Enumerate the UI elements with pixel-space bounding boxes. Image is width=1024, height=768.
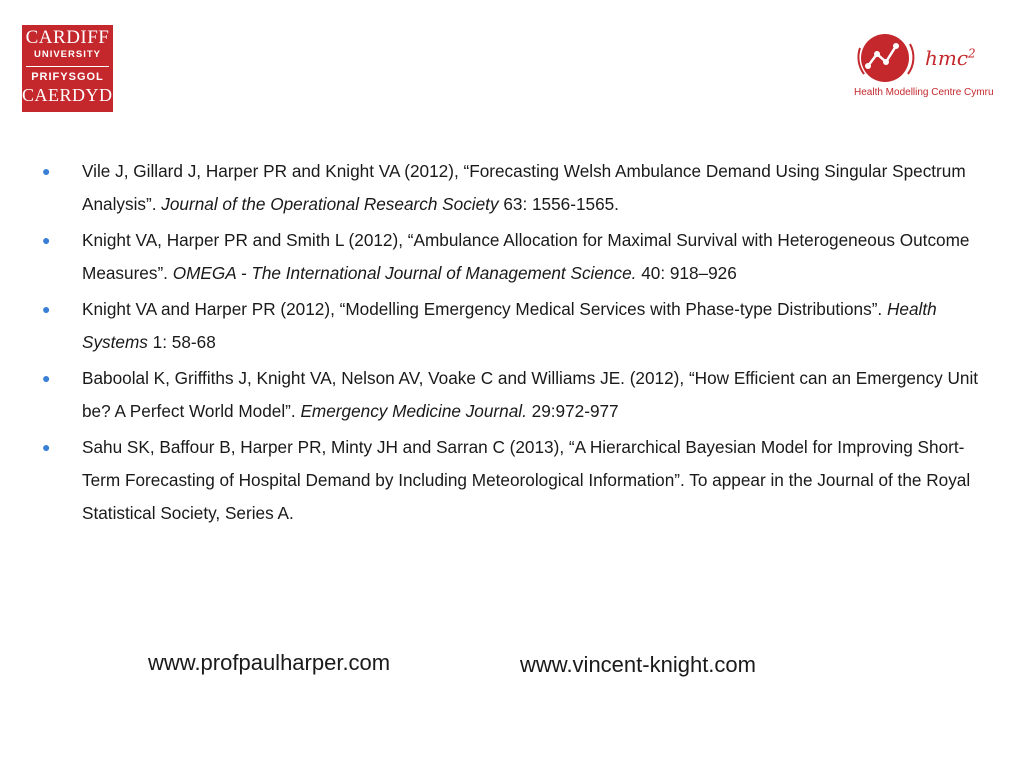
bullet-icon: ● bbox=[42, 232, 51, 248]
bullet-icon: ● bbox=[42, 163, 51, 179]
reference-item bbox=[40, 362, 995, 428]
logo-divider bbox=[26, 66, 109, 67]
reference-item bbox=[40, 224, 995, 290]
reference-item bbox=[40, 431, 995, 530]
reference-journal: Health Systems bbox=[82, 299, 937, 352]
reference-details: 1: 58-68 bbox=[147, 332, 216, 352]
reference-text: Sahu SK, Baffour B, Harper PR, Minty JH and Sarran C (2013), “A Hierarchical Bayesian Model for Improving Short-Term Forecasting of Hospital Demand by Including Meteorological Information”. To appear in the Journal of the Royal Statistical Society, Series A. bbox=[82, 437, 971, 523]
bullet-icon: ● bbox=[42, 439, 51, 455]
reference-item bbox=[40, 293, 995, 359]
hmc-brand-text: hmc$^2$ bbox=[925, 46, 976, 70]
cardiff-university-logo bbox=[22, 25, 127, 112]
reference-text: Vile J, Gillard J, Harper PR and Knight VA (2012), “Forecasting Welsh Ambulance Demand Using Singular Spectrum Analysis”. bbox=[82, 161, 966, 214]
knight-website-link[interactable]: www.vincent-knight.com bbox=[520, 652, 756, 677]
bullet-icon: ● bbox=[42, 370, 51, 386]
references-list bbox=[40, 155, 995, 533]
reference-journal: Emergency Medicine Journal. bbox=[300, 401, 527, 421]
logo-line-caerdydd: CAERDYDD bbox=[22, 85, 127, 105]
hmc-tagline: Health Modelling Centre Cymru bbox=[854, 87, 994, 98]
reference-details: 40: 918–926 bbox=[636, 263, 737, 283]
reference-journal: OMEGA - The International Journal of Management Science. bbox=[172, 263, 637, 283]
hmc-chart-circle-icon bbox=[852, 30, 922, 86]
reference-item bbox=[40, 155, 995, 221]
reference-text: Knight VA, Harper PR and Smith L (2012), “Ambulance Allocation for Maximal Survival with Heterogeneous Outcome Measures”. bbox=[82, 230, 970, 283]
harper-website-link[interactable]: www.profpaulharper.com bbox=[148, 650, 391, 675]
logo-line-university: UNIVERSITY bbox=[33, 49, 101, 60]
reference-text: Knight VA and Harper PR (2012), “Modelling Emergency Medical Services with Phase-type Distributions”. bbox=[82, 299, 887, 319]
reference-details: 63: 1556-1565. bbox=[498, 194, 619, 214]
reference-journal: Journal of the Operational Research Society bbox=[161, 194, 499, 214]
bullet-icon: ● bbox=[42, 301, 51, 317]
logo-line-cardiff: CARDIFF bbox=[25, 27, 110, 48]
reference-details: 29:972-977 bbox=[526, 401, 619, 421]
hmc2-logo bbox=[852, 30, 1012, 105]
logo-line-prifysgol: PRIFYSGOL bbox=[31, 71, 104, 83]
reference-text: Baboolal K, Griffiths J, Knight VA, Nelson AV, Voake C and Williams JE. (2012), “How Efficient can an Emergency Unit be? A Perfect World Model”. bbox=[82, 368, 979, 421]
